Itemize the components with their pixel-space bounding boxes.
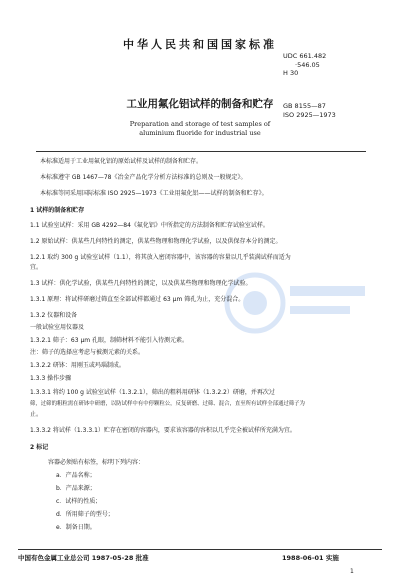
section-heading: 2 标记 xyxy=(30,444,49,451)
intro-line: 本标准适用于工业用氟化铝的原始试样及试样的制备和贮存。 xyxy=(40,158,203,165)
udc-line: H 30 xyxy=(283,69,299,77)
clause-line: 一般试验室用仪器及 xyxy=(30,324,85,331)
english-title-line: Preparation and storage of test samples of xyxy=(129,120,271,128)
udc-block xyxy=(283,52,326,78)
intro-line: 本标准等同采用国际标准 ISO 2925—1973《工业用氟化铝——试样的制备和贮存》。 xyxy=(40,190,268,197)
english-title xyxy=(0,120,400,137)
clause-line: 1.1 试验室试样：采用 GB 4292—84《氟化铝》中所指定的方法制备和贮存试验室试样。 xyxy=(30,222,269,229)
gb-number: GB 8155—87 xyxy=(283,102,326,110)
clause-line: 1.3.3.2 将试样（1.3.3.1）贮存在密闭的容器内，要求该容器的容积以几乎完全被试样所充满为宜。 xyxy=(30,427,296,434)
clause-line: 1.3.2 仪器和设备 xyxy=(30,312,78,319)
marking-item: d．所用筛子的型号； xyxy=(56,511,114,518)
section-heading: 1 试样的制备和贮存 xyxy=(30,207,85,214)
marking-item: e．制备日期。 xyxy=(56,524,96,531)
clause-line: 1.3.1 原理：将试样研磨过筛直至全部试样都通过 63 μm 筛孔为止，充分混合。 xyxy=(30,296,245,303)
page-number: 1 xyxy=(350,568,354,575)
clause-line: 1.3.2.2 研钵：用刚玉或玛瑙制成。 xyxy=(30,362,125,369)
clause-line: 筛，过筛的粗粒需在研钵中研磨，以防试样中有中停颗粒公，反复研磨、过筛、混合，直至所有试样全部通过筛子为 xyxy=(30,401,305,407)
clause-line: 1.3 试样：供化学试验，供某些几何特性的测定，以及供某些物理和物理化学试验。 xyxy=(30,280,252,287)
clause-line: 1.2 原始试样：供某些几何特性的测定，供某些物理和物理化学试验，以及供保存本分的测定。 xyxy=(30,238,282,245)
clause-line: 1.3.3.1 将约 100 g 试验室试样（1.3.2.1），筛出的粗料用研钵（1.3.2.2）研磨，并再次过 xyxy=(30,389,275,396)
marking-intro: 容器必须贴有标签，标明下列内容： xyxy=(48,459,145,466)
implementation-date: 1988-06-01 实施 xyxy=(282,554,339,562)
footer-rule xyxy=(18,549,382,550)
header-rule xyxy=(36,151,366,152)
clause-line: 1.3.3 操作步骤 xyxy=(30,375,72,382)
document-title: 工业用氟化铝试样的制备和贮存 xyxy=(126,98,274,110)
udc-line: UDC 661.482 xyxy=(283,52,327,60)
udc-line: ·546.05 xyxy=(295,60,320,69)
english-title-line: aluminium fluoride for industrial use xyxy=(139,128,261,137)
clause-line: 宜。 xyxy=(30,264,43,271)
marking-item: b．产品来源； xyxy=(56,485,96,492)
intro-line: 本标准遵守 GB 1467—78《冶金产品化学分析方法标准的总则及一般规定》。 xyxy=(40,174,247,181)
marking-item: c．试样的性质； xyxy=(56,498,102,505)
clause-line: 止。 xyxy=(30,411,43,418)
iso-number: ISO 2925—1973 xyxy=(283,110,336,119)
approval-date: 中国有色金属工业总公司 1987-05-28 批准 xyxy=(18,554,149,562)
note-line: 注：筛子的选择应考虑与被测元素的关系。 xyxy=(30,349,145,356)
marking-item: a．产品名称； xyxy=(56,472,96,479)
clause-line: 1.3.2.1 筛子：63 μm 孔眼，制筛材料不能引入待测元素。 xyxy=(30,337,189,344)
clause-line: 1.2.1 取约 300 g 试验室试样（1.1），将其放入密闭容器中，该容器的容量以几乎装满试样而适为 xyxy=(30,254,291,261)
standard-title: 中华人民共和国国家标准 xyxy=(123,38,277,51)
